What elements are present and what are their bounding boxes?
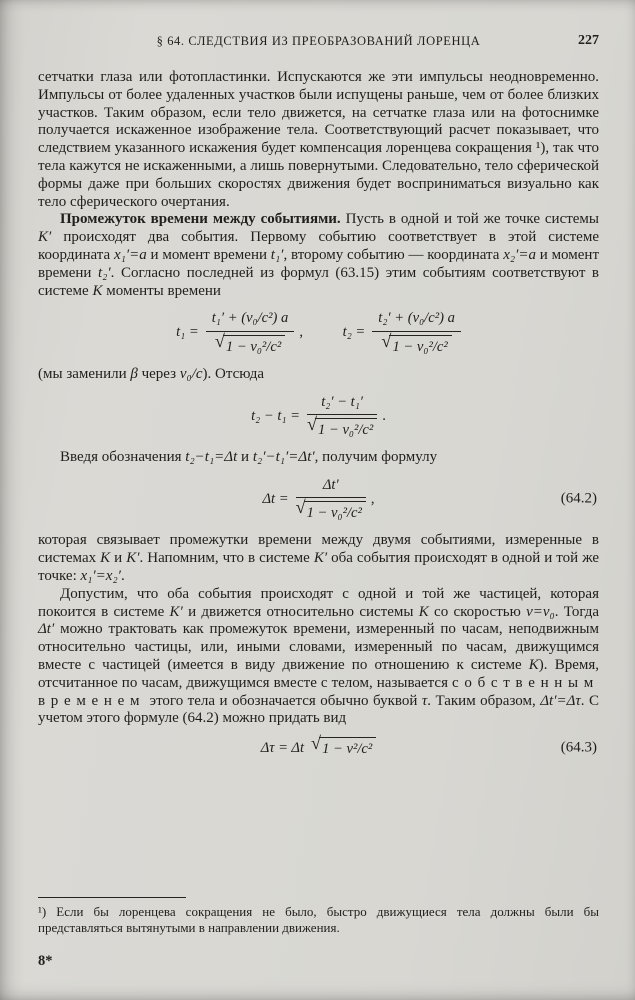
paragraph-beta-note: (мы заменили β через v₀/c). Отсюда <box>38 365 264 382</box>
fraction: t₂′ − t₁′ √ 1 − v₀²/c² <box>307 393 377 439</box>
display-formula-t1-t2 <box>38 309 599 355</box>
equation-t2: t₂ = t₂′ + (v₀/c²) a √ 1 − v₀²/c² <box>343 309 461 355</box>
equation-64-2: Δt = Δt′ √ 1 − v₀²/c² , <box>262 476 375 522</box>
sqrt-sign-icon: √ <box>214 330 225 351</box>
printer-signature: 8* <box>38 953 53 969</box>
sqrt-sign-icon: √ <box>311 733 322 754</box>
radical: √ 1 − v₀²/c² <box>307 418 377 439</box>
display-formula-64-3 <box>38 733 599 758</box>
paragraph-time-interval: Промежуток времени между событиями. Пусть в одной и той же точке системы K′ происходят два события. Первому событию соответствует в этой системе координата x₁′=a и момент времени t₁′, второму событию — координата x₂′=a и момент времени t₂′. Согласно последней из формул (63.15) этим событиям соответствуют в системе K моменты времени <box>38 211 600 299</box>
running-header-title: § 64. СЛЕДСТВИЯ ИЗ ПРЕОБРАЗОВАНИЙ ЛОРЕНЦА <box>156 34 481 48</box>
page-body <box>38 69 599 768</box>
paragraph-continuation: сетчатки глаза или фотопластинки. Испускаются же эти импульсы неодновременно. Импульсы от более удаленных участков были испущены раньше, чем от более близких участков. Таким образом, если тело движется, на сетчатке глаза или на фотоснимке получается искаженное изображение тела. Соответствующий расчет показывает, что следствием указанного искажения будет компенсация лоренцева сокращения ¹), так что тела кажутся не искаженными, а лишь повернутыми. Следовательно, тело сферической формы даже при больших скоростях движения будет восприниматься визуально как тело сферического очертания. <box>38 69 599 210</box>
fraction: Δt′ √ 1 − v₀²/c² <box>296 476 366 522</box>
fraction: t₁′ + (v₀/c²) a √ 1 − v₀²/c² <box>206 309 295 355</box>
footnote-rule <box>38 897 186 898</box>
radical: √ 1 − v₀²/c² <box>215 335 285 356</box>
equation-number: (64.3) <box>560 739 597 756</box>
equation-number: (64.2) <box>560 490 597 507</box>
equation-64-3: Δτ = Δt √ 1 − v²/c² <box>261 737 377 758</box>
footnote-block <box>38 897 599 970</box>
sqrt-sign-icon: √ <box>306 413 317 434</box>
radical: √ 1 − v²/c² <box>311 737 376 758</box>
sqrt-sign-icon: √ <box>295 497 306 518</box>
paragraph-notation: Введя обозначения t₂−t₁=Δt и t₂′−t₁′=Δt′, получим формулу <box>60 449 438 466</box>
paragraph-links-intervals: которая связывает промежутки времени между двумя событиями, измеренные в системах K и K′. Напомним, что в системе K′ оба события происходят в одной и той же точке: x₁′=x₂′. <box>38 532 600 584</box>
equation-t1: t₁ = t₁′ + (v₀/c²) a √ 1 − v₀²/c² , <box>176 310 303 355</box>
radical: √ 1 − v₀²/c² <box>381 335 451 356</box>
display-formula-t2-minus-t1 <box>38 393 599 439</box>
equation-difference: t₂ − t₁ = t₂′ − t₁′ √ 1 − v₀²/c² . <box>251 393 386 438</box>
page-number: 227 <box>578 33 599 48</box>
footnote-text: ¹) Если бы лоренцева сокращения не было, быстро движущиеся тела должны были бы представляться вытянутыми в направлении движения. <box>38 903 599 936</box>
fraction: t₂′ + (v₀/c²) a √ 1 − v₀²/c² <box>372 309 461 355</box>
paragraph-proper-time: Допустим, что оба события происходят с одной и той же частицей, которая покоится в системе K′ и движется относительно системы K со скоростью v=v₀. Тогда Δt′ можно трактовать как промежуток времени, измеренный по часам, неподвижным относительно частицы, или, иными словами, измеренный по часам, движущимся вместе с частицей (имеется в виду движение по отношению к системе K). Время, отсчитанное по часам, движущимся вместе с телом, называется собственным временем этого тела и обозначается обычно буквой τ. Таким образом, Δt′=Δτ. С учетом этого формуле (64.2) можно придать вид <box>38 585 600 727</box>
running-header <box>38 34 599 49</box>
sqrt-sign-icon: √ <box>381 330 392 351</box>
radical: √ 1 − v₀²/c² <box>296 501 366 522</box>
display-formula-64-2 <box>38 476 599 522</box>
